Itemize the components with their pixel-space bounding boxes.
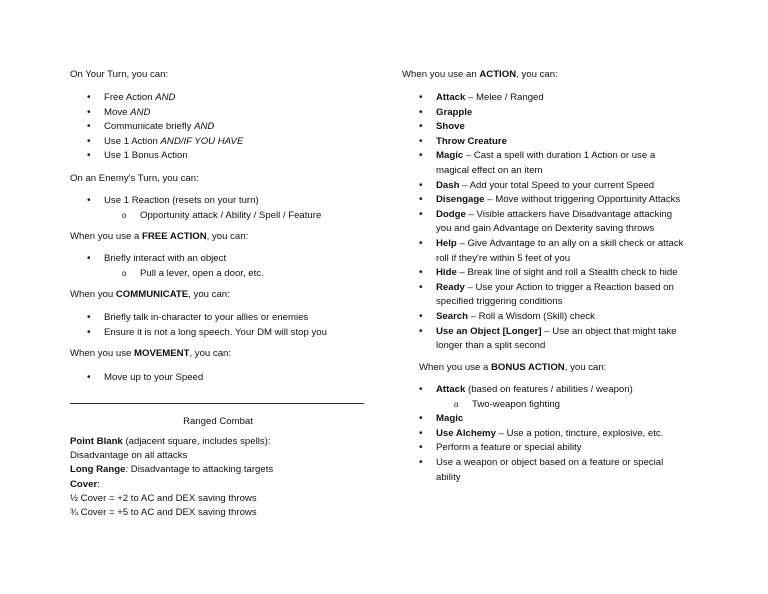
point-blank-line: Point Blank (adjacent square, includes spells): (70, 436, 271, 447)
list-item: • Attack – Melee / Ranged (402, 91, 702, 106)
list-item: • Briefly interact with an object (70, 252, 264, 267)
enemy-turn-heading: On an Enemy's Turn, you can: (70, 173, 199, 184)
communicate-heading: When you COMMUNICATE, you can: (70, 289, 230, 300)
bonus-action-heading: When you use a BONUS ACTION, you can: (419, 362, 607, 373)
list-item: • Search – Roll a Wisdom (Skill) check (402, 310, 702, 325)
cover-line: Cover: (70, 479, 100, 490)
list-item: • Briefly talk in-character to your allies or enemies (70, 311, 327, 326)
list-item: • Free Action AND (70, 91, 243, 106)
list-item: • Grapple (402, 106, 702, 121)
list-item: • Throw Creature (402, 135, 702, 150)
list-item: • Disengage – Move without triggering Opportunity Attacks (402, 193, 702, 208)
sub-list-item: o Two-weapon fighting (402, 398, 702, 413)
half-cover-line: ½ Cover = +2 to AC and DEX saving throws (70, 493, 257, 504)
list-item: • Perform a feature or special ability (402, 441, 702, 456)
sub-list-item: o Pull a lever, open a door, etc. (70, 267, 264, 282)
list-item: • Use 1 Action AND/IF YOU HAVE (70, 135, 243, 150)
list-item: • Communicate briefly AND (70, 120, 243, 135)
ranged-combat-title: Ranged Combat (183, 416, 253, 427)
list-item: • Hide – Break line of sight and roll a Stealth check to hide (402, 266, 702, 281)
free-action-heading: When you use a FREE ACTION, you can: (70, 231, 249, 242)
list-item: • Use an Object [Longer] – Use an object that might take longer than a split second (402, 325, 702, 354)
section-divider (70, 403, 364, 404)
list-item: • Ready – Use your Action to trigger a Reaction based on specified triggering conditions (402, 281, 702, 310)
list-item: • Use 1 Reaction (resets on your turn) (70, 194, 321, 209)
list-item: • Magic – Cast a spell with duration 1 Action or use a magical effect on an item (402, 149, 702, 178)
list-item: • Move up to your Speed (70, 371, 203, 386)
your-turn-list (70, 91, 243, 164)
movement-heading: When you use MOVEMENT, you can: (70, 348, 232, 359)
communicate-list (70, 311, 327, 340)
list-item: • Use 1 Bonus Action (70, 149, 243, 164)
list-item: • Magic (402, 412, 702, 427)
free-action-list (70, 252, 264, 281)
list-item: • Use Alchemy – Use a potion, tincture, explosive, etc. (402, 427, 702, 442)
bonus-action-list (402, 383, 702, 485)
list-item: • Ensure it is not a long speech. Your DM will stop you (70, 326, 327, 341)
your-turn-heading: On Your Turn, you can: (70, 69, 169, 80)
list-item: • Dodge – Visible attackers have Disadvantage attacking you and gain Advantage on Dexterity saving throws (402, 208, 702, 237)
list-item: • Move AND (70, 106, 243, 121)
list-item: • Attack (based on features / abilities / weapon) (402, 383, 702, 398)
list-item: • Help – Give Advantage to an ally on a skill check or attack roll if they're within 5 feet of you (402, 237, 702, 266)
movement-list (70, 371, 203, 386)
list-item: • Shove (402, 120, 702, 135)
action-list (402, 91, 702, 354)
action-heading: When you use an ACTION, you can: (402, 69, 558, 80)
long-range-line: Long Range: Disadvantage to attacking targets (70, 464, 274, 475)
sub-list-item: o Opportunity attack / Ability / Spell / Feature (70, 209, 321, 224)
enemy-turn-list (70, 194, 321, 223)
list-item: • Dash – Add your total Speed to your current Speed (402, 179, 702, 194)
point-blank-effect: Disadvantage on all attacks (70, 450, 188, 461)
list-item: • Use a weapon or object based on a feature or special ability (402, 456, 702, 485)
three-quarter-cover-line: ¾ Cover = +5 to AC and DEX saving throws (70, 507, 257, 518)
